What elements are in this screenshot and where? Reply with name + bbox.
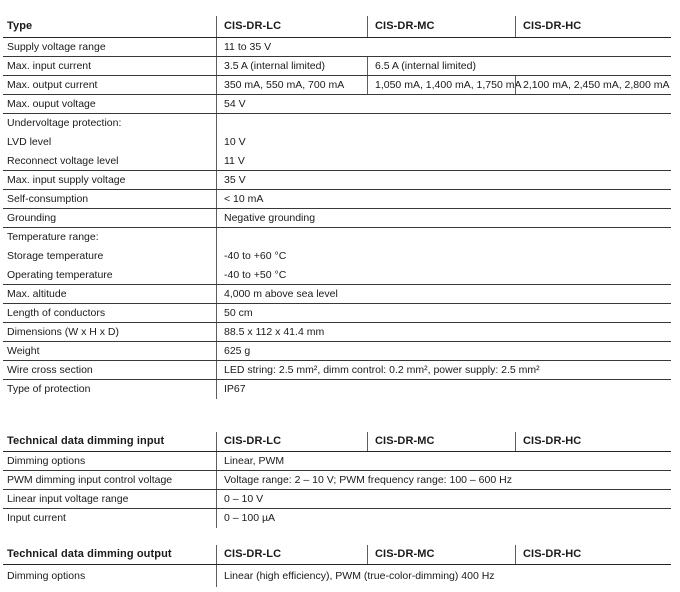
row-value: -40 to +60 °C xyxy=(216,247,671,266)
table-row xyxy=(3,76,671,95)
row-label: Grounding xyxy=(7,211,57,224)
row-label: Max. input supply voltage xyxy=(7,173,126,186)
row-label: Length of conductors xyxy=(7,306,106,319)
row-value: 0 – 100 µA xyxy=(216,509,671,528)
table-row xyxy=(3,304,671,323)
row-label: Storage temperature xyxy=(7,250,104,263)
row-label: Max. output current xyxy=(7,78,98,91)
row-value: 54 V xyxy=(216,95,671,113)
row-value xyxy=(216,228,671,247)
row-value: Voltage range: 2 – 10 V; PWM frequency range: 100 – 600 Hz xyxy=(216,471,671,489)
row-label: Supply voltage range xyxy=(7,40,106,53)
spec-table xyxy=(3,432,671,528)
row-value: 88.5 x 112 x 41.4 mm xyxy=(216,323,671,341)
table-row xyxy=(3,285,671,304)
row-label: Max. altitude xyxy=(7,287,67,300)
row-label: Dimming options xyxy=(7,454,86,467)
row-value: Linear (high efficiency), PWM (true-color-dimming) 400 Hz xyxy=(216,565,671,587)
row-value: < 10 mA xyxy=(216,190,671,208)
table-row xyxy=(3,565,671,587)
row-value: 350 mA, 550 mA, 700 mA xyxy=(216,76,367,94)
table-row xyxy=(3,171,671,190)
row-label: Max. input current xyxy=(7,59,92,72)
column-header: CIS-DR-HC xyxy=(515,432,671,451)
table-title: Technical data dimming output xyxy=(7,548,172,560)
row-value xyxy=(216,114,671,133)
table-title: Technical data dimming input xyxy=(7,435,165,447)
column-header: CIS-DR-MC xyxy=(367,432,515,451)
row-label: Dimensions (W x H x D) xyxy=(7,325,120,338)
row-label: Type of protection xyxy=(7,383,91,396)
table-row xyxy=(3,266,671,285)
column-header: CIS-DR-LC xyxy=(216,432,367,451)
row-label: LVD level xyxy=(7,136,52,149)
row-label: Operating temperature xyxy=(7,268,113,281)
table-title: Type xyxy=(7,20,33,32)
row-label: Max. ouput voltage xyxy=(7,97,96,110)
row-value: 6.5 A (internal limited) xyxy=(367,57,671,75)
row-value: 11 to 35 V xyxy=(216,38,671,56)
table-row xyxy=(3,228,671,247)
row-label: Linear input voltage range xyxy=(7,492,129,505)
row-label: Reconnect voltage level xyxy=(7,154,119,167)
table-row xyxy=(3,509,671,528)
row-value: 4,000 m above sea level xyxy=(216,285,671,303)
row-label: Input current xyxy=(7,512,66,525)
column-header: CIS-DR-LC xyxy=(216,545,367,564)
row-label: Weight xyxy=(7,344,40,357)
column-header: CIS-DR-MC xyxy=(367,545,515,564)
table-row xyxy=(3,490,671,509)
row-value: 2,100 mA, 2,450 mA, 2,800 mA xyxy=(515,76,671,94)
column-header: CIS-DR-LC xyxy=(216,16,367,37)
table-row xyxy=(3,471,671,490)
row-value: Negative grounding xyxy=(216,209,671,227)
row-value: 10 V xyxy=(216,133,671,152)
table-row xyxy=(3,323,671,342)
row-value: Linear, PWM xyxy=(216,452,671,470)
row-value: 11 V xyxy=(216,152,671,170)
column-header: CIS-DR-MC xyxy=(367,16,515,37)
row-label: Wire cross section xyxy=(7,363,93,376)
table-row xyxy=(3,114,671,133)
table-row xyxy=(3,247,671,266)
table-header-row xyxy=(3,16,671,38)
table-row xyxy=(3,57,671,76)
row-value: -40 to +50 °C xyxy=(216,266,671,284)
table-row xyxy=(3,380,671,399)
table-header-row xyxy=(3,432,671,452)
row-value: 0 – 10 V xyxy=(216,490,671,508)
row-label: Temperature range: xyxy=(7,231,99,244)
spec-table xyxy=(3,545,671,587)
table-row xyxy=(3,190,671,209)
row-value: 50 cm xyxy=(216,304,671,322)
table-row xyxy=(3,133,671,152)
row-label: PWM dimming input control voltage xyxy=(7,473,173,486)
table-row xyxy=(3,361,671,380)
row-value: LED string: 2.5 mm², dimm control: 0.2 mm², power supply: 2.5 mm² xyxy=(216,361,671,379)
row-value: 35 V xyxy=(216,171,671,189)
table-row xyxy=(3,209,671,228)
row-value: 1,050 mA, 1,400 mA, 1,750 mA xyxy=(367,76,515,94)
row-value: 625 g xyxy=(216,342,671,360)
row-value: IP67 xyxy=(216,380,671,399)
column-header: CIS-DR-HC xyxy=(515,16,671,37)
spec-table xyxy=(3,16,671,399)
row-value: 3.5 A (internal limited) xyxy=(216,57,367,75)
table-header-row xyxy=(3,545,671,565)
row-label: Dimming options xyxy=(7,569,86,582)
row-label: Self-consumption xyxy=(7,192,89,205)
row-label: Undervoltage protection: xyxy=(7,117,122,130)
column-header: CIS-DR-HC xyxy=(515,545,671,564)
table-row xyxy=(3,452,671,471)
table-row xyxy=(3,342,671,361)
table-row xyxy=(3,38,671,57)
table-row xyxy=(3,95,671,114)
table-row xyxy=(3,152,671,171)
